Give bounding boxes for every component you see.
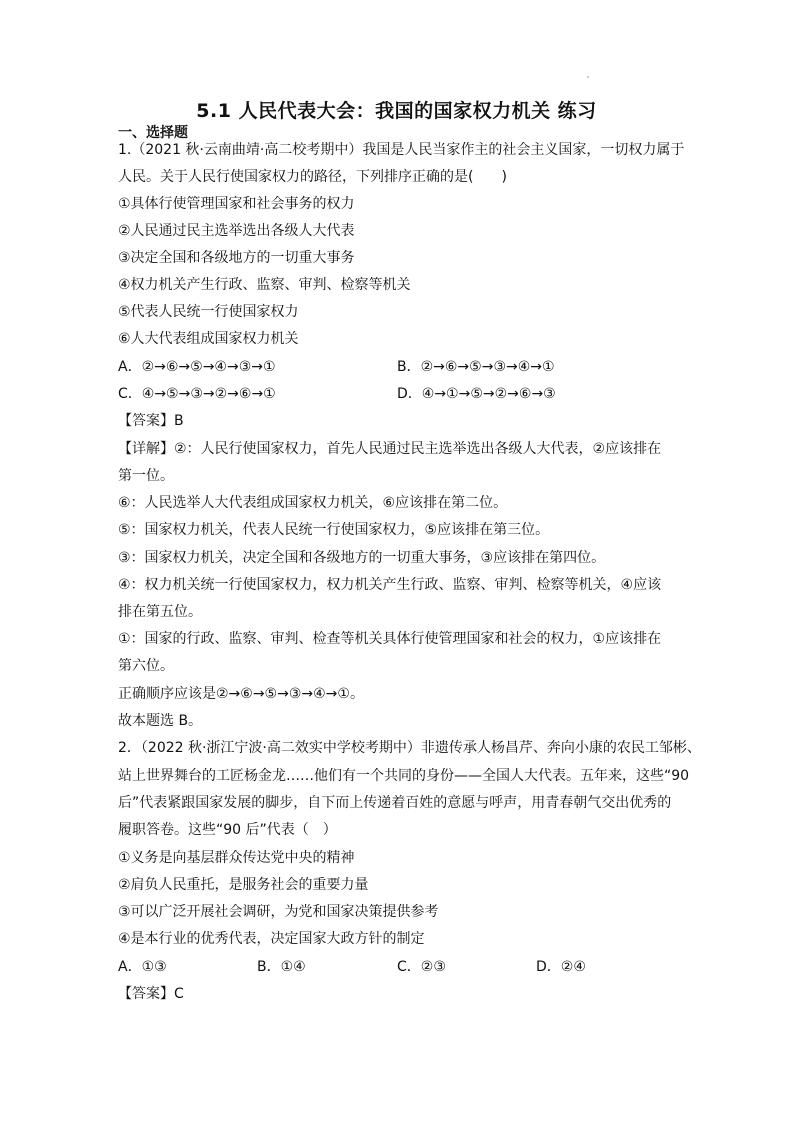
q1-item: ⑤代表人民统一行使国家权力 — [118, 304, 299, 320]
q1-analysis-line: 【详解】②：人民行使国家权力，首先人民通过民主选举选出各级人大代表，②应该排在 — [118, 441, 662, 457]
q1-item: ②人民通过民主选举选出各级人大代表 — [118, 223, 355, 239]
q1-option-d: D．④→①→⑤→②→⑥→③ — [397, 386, 556, 402]
q2-stem-line: 2．（2022 秋·浙江宁波·高二效实中学校考期中）非遗传承人杨昌芹、奔向小康的农民工邹彬、 — [118, 740, 701, 756]
q2-stem-line: 站上世界舞台的工匠杨金龙……他们有一个共同的身份——全国人大代表。五年来，这些“90 — [118, 768, 690, 784]
q1-stem-line: 人民。关于人民行使国家权力的路径，下列排序正确的是( ) — [118, 169, 507, 185]
q1-analysis-line: ③：国家权力机关，决定全国和各级地方的一切重大事务，③应该排在第四位。 — [118, 550, 606, 566]
q1-analysis-line: ④：权力机关统一行使国家权力，权力机关产生行政、监察、审判、检察等机关，④应该 — [118, 577, 662, 593]
q2-item: ②肩负人民重托，是服务社会的重要力量 — [118, 877, 369, 893]
q1-option-b: B．②→⑥→⑤→③→④→① — [397, 359, 555, 375]
q1-stem-line: 1.（2021 秋·云南曲靖·高二校考期中）我国是人民当家作主的社会主义国家，一切权力属于 — [118, 142, 685, 158]
q1-analysis-line: ⑥：人民选举人大代表组成国家权力机关，⑥应该排在第二位。 — [118, 495, 508, 511]
corner-mark — [587, 76, 589, 78]
q1-option-a: A．②→⑥→⑤→④→③→① — [118, 359, 276, 375]
q1-analysis-line: 第六位。 — [118, 658, 174, 674]
q2-option-d: D．②④ — [536, 959, 586, 975]
q2-stem-line: 后”代表紧跟国家发展的脚步，自下而上传递着百姓的意愿与呼声，用青春朝气交出优秀的 — [118, 795, 672, 811]
section-heading: 一、选择题 — [118, 125, 188, 141]
q1-item: ①具体行使管理国家和社会事务的权力 — [118, 196, 355, 212]
q1-answer: 【答案】B — [118, 413, 184, 429]
q2-item: ③可以广泛开展社会调研，为党和国家决策提供参考 — [118, 904, 439, 920]
q2-item: ④是本行业的优秀代表，决定国家大政方针的制定 — [118, 931, 425, 947]
q1-analysis-line: 第一位。 — [118, 468, 174, 484]
q1-analysis-line: 排在第五位。 — [118, 604, 202, 620]
q2-option-b: B．①④ — [257, 959, 306, 975]
q1-option-c: C．④→⑤→③→②→⑥→① — [118, 386, 276, 402]
q2-option-a: A．①③ — [118, 959, 167, 975]
q2-option-c: C．②③ — [397, 959, 446, 975]
q1-item: ⑥人大代表组成国家权力机关 — [118, 331, 299, 347]
q1-analysis-line: ⑤：国家权力机关，代表人民统一行使国家权力，⑤应该排在第三位。 — [118, 522, 550, 538]
q2-answer: 【答案】C — [118, 986, 184, 1002]
q1-item: ③决定全国和各级地方的一切重大事务 — [118, 250, 355, 266]
q1-analysis-line: ①：国家的行政、监察、审判、检查等机关具体行使管理国家和社会的权力，①应该排在 — [118, 631, 662, 647]
q1-item: ④权力机关产生行政、监察、审判、检察等机关 — [118, 277, 411, 293]
q2-stem-line: 履职答卷。这些“90 后”代表（ ） — [118, 822, 337, 838]
q1-analysis-line: 正确顺序应该是②→⑥→⑤→③→④→①。 — [118, 686, 364, 702]
q2-item: ①义务是向基层群众传达党中央的精神 — [118, 850, 355, 866]
q1-analysis-line: 故本题选 B。 — [118, 713, 203, 729]
page-title: 5.1 人民代表大会：我国的国家权力机关 练习 — [196, 100, 597, 122]
